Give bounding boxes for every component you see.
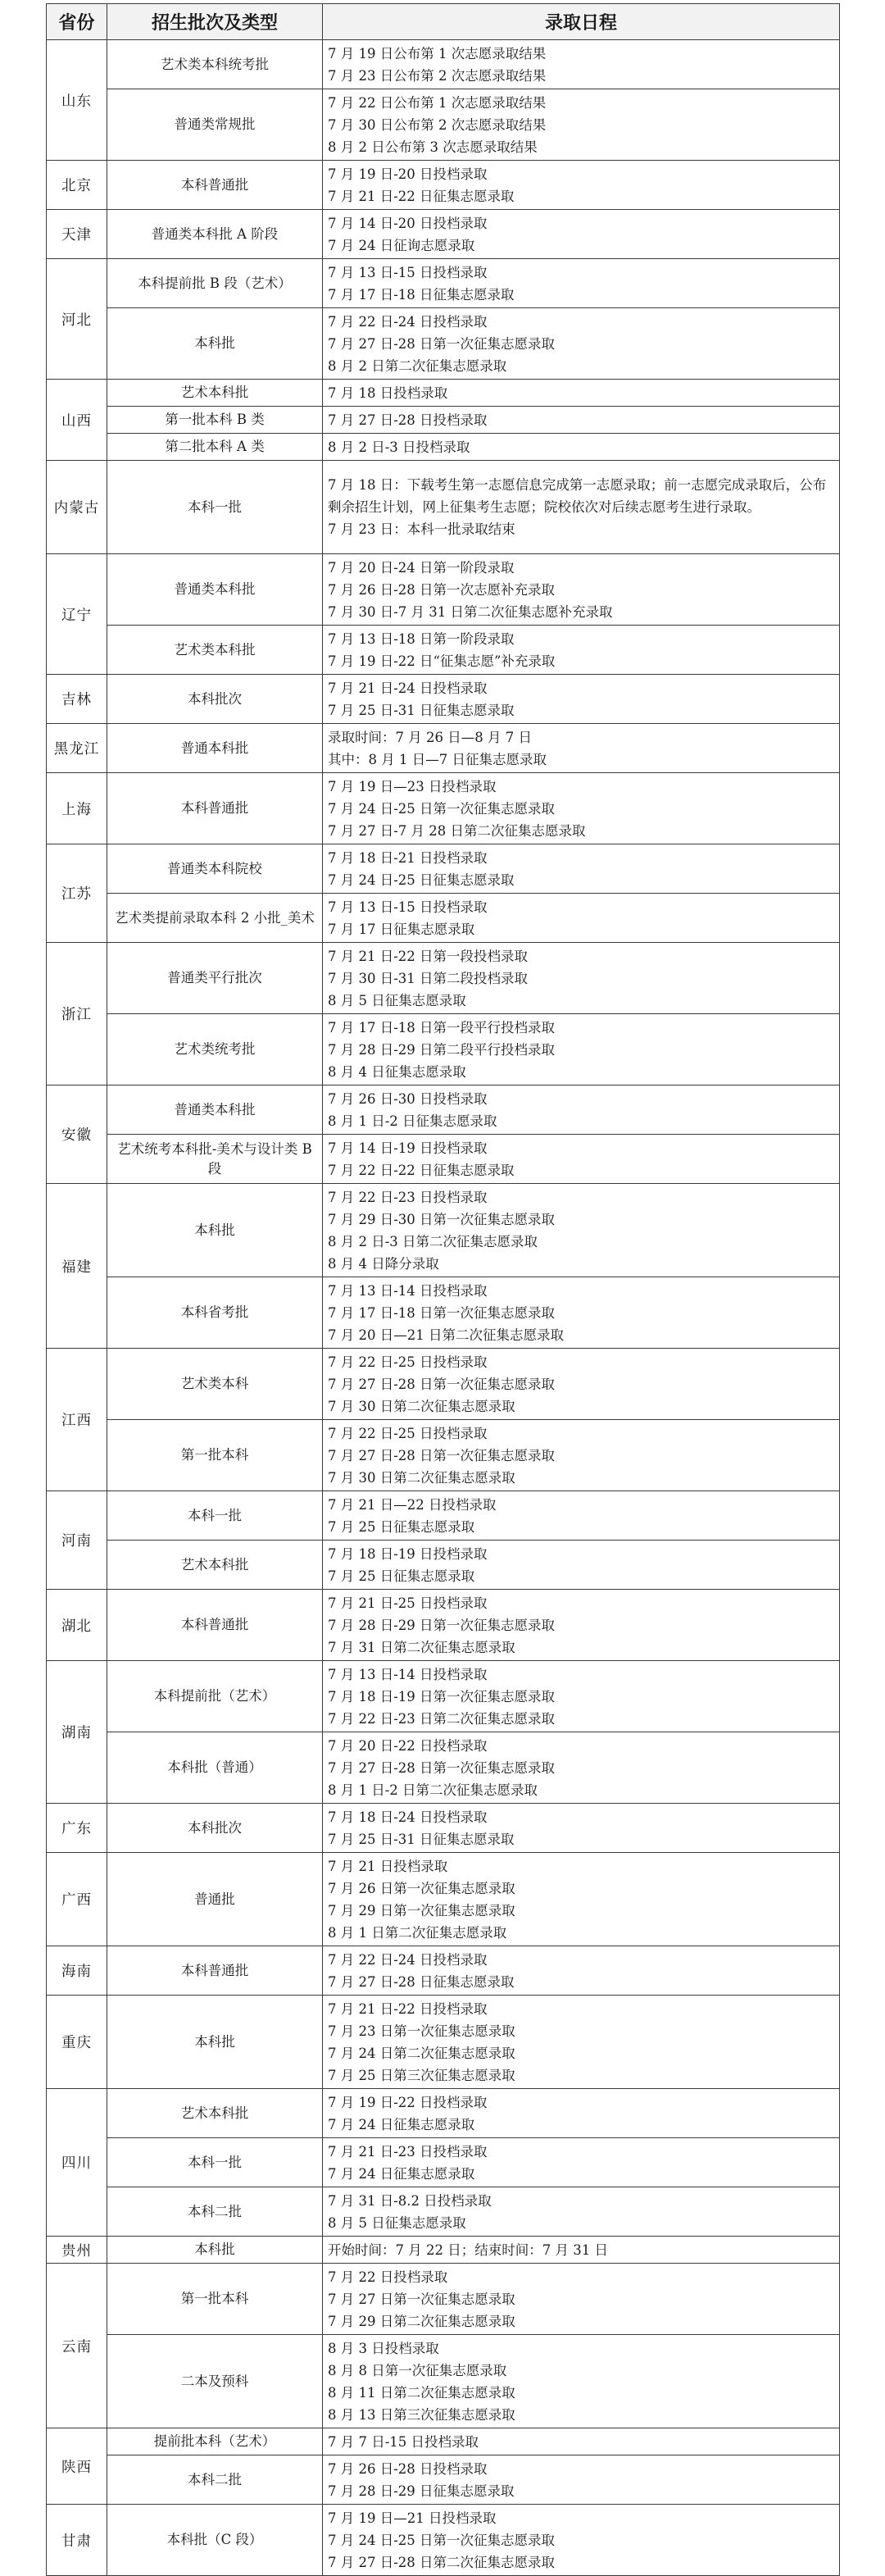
- batch-cell: 艺术类本科统考批: [107, 40, 323, 89]
- schedule-line: 8 月 1 日第二次征集志愿录取: [328, 1924, 507, 1941]
- header-batch: 招生批次及类型: [107, 4, 323, 40]
- schedule-cell: [323, 1491, 840, 1541]
- schedule-line: 其中：8 月 1 日—7 日征集志愿录取: [328, 751, 547, 767]
- table-row: [47, 675, 840, 724]
- schedule-line: 7 月 22 日-25 日投档录取: [328, 1354, 488, 1370]
- batch-cell: 第二批本科 A 类: [107, 434, 323, 461]
- schedule-line: 7 月 30 日-7 月 31 日第二次征集志愿补充录取: [328, 603, 613, 620]
- schedule-cell: [323, 161, 840, 210]
- table-row: [47, 434, 840, 461]
- schedule-line: 7 月 21 日-25 日投档录取: [328, 1595, 488, 1611]
- schedule-line: 7 月 30 日第二次征集志愿录取: [328, 1469, 515, 1486]
- province-cell: 湖北: [47, 1590, 107, 1661]
- table-row: [47, 724, 840, 773]
- province-cell: 广东: [47, 1804, 107, 1853]
- table-row: [47, 1135, 840, 1184]
- table-row: [47, 380, 840, 407]
- schedule-line: 7 月 18 日：下载考生第一志愿信息完成第一志愿录取；前一志愿完成录取后，公布剩余招生计划，网上征集考生志愿；院校依次对后续志愿考生进行录取。: [328, 477, 827, 515]
- province-cell: 四川: [47, 2089, 107, 2237]
- schedule-line: 7 月 20 日—21 日第二次征集志愿录取: [328, 1327, 564, 1343]
- batch-cell: 普通类本科批 A 阶段: [107, 210, 323, 259]
- schedule-line: 8 月 2 日-3 日第二次征集志愿录取: [328, 1233, 538, 1249]
- schedule-line: 7 月 18 日投档录取: [328, 385, 448, 401]
- schedule-cell: [323, 724, 840, 773]
- schedule-cell: [323, 1661, 840, 1732]
- schedule-line: 7 月 18 日-19 日第一次征集志愿录取: [328, 1688, 556, 1704]
- table-row: [47, 2264, 840, 2335]
- table-row: [47, 161, 840, 210]
- schedule-line: 7 月 14 日-20 日投档录取: [328, 215, 488, 231]
- schedule-line: 7 月 27 日-28 日第二次征集志愿录取: [328, 2554, 556, 2570]
- schedule-cell: [323, 407, 840, 434]
- batch-cell: 第一批本科 B 类: [107, 407, 323, 434]
- batch-cell: 本科提前批 B 段（艺术）: [107, 259, 323, 308]
- table-row: [47, 894, 840, 943]
- schedule-cell: [323, 1349, 840, 1420]
- table-row: [47, 1732, 840, 1804]
- schedule-line: 7 月 22 日-23 日第二次征集志愿录取: [328, 1710, 556, 1727]
- table-row: [47, 259, 840, 308]
- province-cell: 江西: [47, 1349, 107, 1491]
- table-row: [47, 1853, 840, 1946]
- table-row: [47, 1946, 840, 1996]
- province-cell: 贵州: [47, 2237, 107, 2264]
- batch-cell: 普通本科批: [107, 724, 323, 773]
- schedule-cell: [323, 2505, 840, 2576]
- schedule-line: 7 月 21 日-22 日投档录取: [328, 2000, 488, 2017]
- table-row: [47, 1661, 840, 1732]
- batch-cell: 普通类平行批次: [107, 943, 323, 1014]
- schedule-line: 7 月 14 日-19 日投档录取: [328, 1140, 488, 1156]
- batch-cell: 普通类本科批: [107, 1085, 323, 1135]
- schedule-cell: [323, 554, 840, 626]
- schedule-line: 7 月 22 日-23 日投档录取: [328, 1189, 488, 1205]
- table-row: [47, 210, 840, 259]
- table-row: [47, 1420, 840, 1491]
- batch-cell: 艺术类本科: [107, 1349, 323, 1420]
- schedule-cell: [323, 461, 840, 554]
- schedule-cell: [323, 1996, 840, 2089]
- schedule-line: 7 月 22 日-25 日投档录取: [328, 1425, 488, 1441]
- schedule-line: 7 月 24 日-25 日第一次征集志愿录取: [328, 2532, 556, 2548]
- schedule-cell: [323, 1853, 840, 1946]
- schedule-line: 7 月 22 日-24 日投档录取: [328, 313, 488, 330]
- province-cell: 上海: [47, 773, 107, 844]
- schedule-line: 7 月 25 日第三次征集志愿录取: [328, 2067, 515, 2083]
- schedule-line: 7 月 27 日-28 日第一次征集志愿录取: [328, 335, 556, 352]
- batch-cell: 本科批: [107, 2237, 323, 2264]
- table-row: [47, 2455, 840, 2505]
- schedule-line: 7 月 13 日-15 日投档录取: [328, 264, 488, 280]
- schedule-line: 7 月 28 日-29 日第一次征集志愿录取: [328, 1617, 556, 1633]
- schedule-cell: [323, 1014, 840, 1085]
- table-row: [47, 407, 840, 434]
- batch-cell: 本科一批: [107, 461, 323, 554]
- batch-cell: 本科批（普通）: [107, 1732, 323, 1804]
- table-row: [47, 2335, 840, 2428]
- schedule-cell: [323, 2089, 840, 2138]
- table-row: [47, 1541, 840, 1590]
- schedule-line: 7 月 27 日-28 日第一次征集志愿录取: [328, 1447, 556, 1463]
- schedule-line: 7 月 17 日征集志愿录取: [328, 921, 475, 937]
- schedule-line: 7 月 26 日-28 日投档录取: [328, 2460, 488, 2477]
- schedule-cell: [323, 1946, 840, 1996]
- schedule-cell: [323, 773, 840, 844]
- schedule-line: 8 月 11 日第二次征集志愿录取: [328, 2384, 515, 2401]
- province-cell: 陕西: [47, 2428, 107, 2505]
- schedule-cell: [323, 1085, 840, 1135]
- schedule-cell: [323, 2428, 840, 2455]
- batch-cell: 艺术统考本科批-美术与设计类 B 段: [107, 1135, 323, 1184]
- province-cell: 江苏: [47, 844, 107, 943]
- schedule-line: 7 月 21 日投档录取: [328, 1858, 448, 1874]
- schedule-cell: [323, 1420, 840, 1491]
- schedule-line: 7 月 24 日征集志愿录取: [328, 2165, 475, 2182]
- batch-cell: 本科提前批（艺术）: [107, 1661, 323, 1732]
- batch-cell: 提前批本科（艺术）: [107, 2428, 323, 2455]
- schedule-line: 7 月 30 日第二次征集志愿录取: [328, 1398, 515, 1414]
- schedule-cell: [323, 40, 840, 89]
- schedule-line: 7 月 30 日公布第 2 次志愿录取结果: [328, 116, 547, 133]
- table-row: [47, 2237, 840, 2264]
- schedule-line: 录取时间：7 月 26 日—8 月 7 日: [328, 729, 532, 745]
- schedule-cell: [323, 380, 840, 407]
- schedule-line: 7 月 25 日-31 日征集志愿录取: [328, 1831, 515, 1847]
- table-row: [47, 2505, 840, 2576]
- schedule-line: 8 月 3 日投档录取: [328, 2340, 439, 2356]
- schedule-cell: [323, 1277, 840, 1349]
- batch-cell: 第一批本科: [107, 2264, 323, 2335]
- schedule-line: 7 月 20 日-24 日第一阶段录取: [328, 559, 515, 576]
- header-schedule: 录取日程: [323, 4, 840, 40]
- schedule-line: 7 月 18 日-21 日投档录取: [328, 849, 488, 866]
- schedule-cell: [323, 210, 840, 259]
- schedule-line: 8 月 4 日降分录取: [328, 1255, 439, 1272]
- schedule-cell: [323, 2335, 840, 2428]
- schedule-cell: [323, 1541, 840, 1590]
- schedule-line: 7 月 18 日-19 日投档录取: [328, 1545, 488, 1562]
- schedule-line: 7 月 17 日-18 日第一段平行投档录取: [328, 1019, 556, 1035]
- schedule-line: 7 月 31 日第二次征集志愿录取: [328, 1639, 515, 1655]
- batch-cell: 本科普通批: [107, 773, 323, 844]
- province-cell: 山东: [47, 40, 107, 161]
- schedule-line: 开始时间：7 月 22 日；结束时间：7 月 31 日: [328, 2241, 608, 2258]
- table-row: [47, 308, 840, 380]
- batch-cell: 本科批: [107, 1184, 323, 1277]
- header-row: [47, 4, 840, 40]
- table-row: [47, 1804, 840, 1853]
- schedule-line: 7 月 13 日-15 日投档录取: [328, 899, 488, 915]
- schedule-line: 7 月 24 日征集志愿录取: [328, 2116, 475, 2132]
- schedule-line: 7 月 24 日征询志愿录取: [328, 237, 475, 253]
- table-row: [47, 1349, 840, 1420]
- province-cell: 安徽: [47, 1085, 107, 1184]
- table-row: [47, 89, 840, 161]
- schedule-line: 7 月 27 日-28 日第一次征集志愿录取: [328, 1759, 556, 1776]
- batch-cell: 本科批: [107, 1996, 323, 2089]
- schedule-line: 7 月 17 日-18 日第一次征集志愿录取: [328, 1304, 556, 1321]
- schedule-line: 7 月 19 日-22 日投档录取: [328, 2094, 488, 2110]
- province-cell: 天津: [47, 210, 107, 259]
- schedule-cell: [323, 259, 840, 308]
- schedule-line: 7 月 23 日公布第 2 次志愿录取结果: [328, 67, 547, 84]
- batch-cell: 本科一批: [107, 1491, 323, 1541]
- schedule-line: 7 月 22 日-24 日投档录取: [328, 1951, 488, 1968]
- table-row: [47, 461, 840, 554]
- batch-cell: 二本及预科: [107, 2335, 323, 2428]
- batch-cell: 本科批次: [107, 675, 323, 724]
- schedule-line: 7 月 22 日投档录取: [328, 2269, 448, 2285]
- province-cell: 辽宁: [47, 554, 107, 675]
- table-row: [47, 2428, 840, 2455]
- schedule-cell: [323, 2455, 840, 2505]
- table-row: [47, 2089, 840, 2138]
- batch-cell: 第一批本科: [107, 1420, 323, 1491]
- province-cell: 浙江: [47, 943, 107, 1085]
- schedule-line: 7 月 7 日-15 日投档录取: [328, 2433, 479, 2450]
- batch-cell: 本科普通批: [107, 1946, 323, 1996]
- table-row: [47, 626, 840, 675]
- schedule-cell: [323, 844, 840, 894]
- batch-cell: 本科一批: [107, 2138, 323, 2187]
- schedule-line: 7 月 27 日-7 月 28 日第二次征集志愿录取: [328, 822, 586, 839]
- batch-cell: 普通类本科院校: [107, 844, 323, 894]
- batch-cell: 本科批次: [107, 1804, 323, 1853]
- schedule-line: 7 月 29 日第二次征集志愿录取: [328, 2313, 515, 2329]
- batch-cell: 本科批: [107, 308, 323, 380]
- schedule-cell: [323, 2237, 840, 2264]
- schedule-cell: [323, 1184, 840, 1277]
- schedule-cell: [323, 434, 840, 461]
- schedule-cell: [323, 2138, 840, 2187]
- table-body: [47, 40, 840, 2576]
- schedule-line: 7 月 13 日-18 日第一阶段录取: [328, 630, 515, 647]
- province-cell: 广西: [47, 1853, 107, 1946]
- schedule-line: 8 月 2 日第二次征集志愿录取: [328, 357, 507, 374]
- batch-cell: 普通类常规批: [107, 89, 323, 161]
- table-row: [47, 40, 840, 89]
- province-cell: 福建: [47, 1184, 107, 1349]
- schedule-line: 7 月 19 日-22 日“征集志愿”补充录取: [328, 653, 556, 669]
- schedule-line: 8 月 13 日第三次征集志愿录取: [328, 2406, 515, 2423]
- schedule-cell: [323, 2187, 840, 2237]
- batch-cell: 艺术本科批: [107, 1541, 323, 1590]
- schedule-line: 7 月 23 日第一次征集志愿录取: [328, 2023, 515, 2039]
- batch-cell: 艺术本科批: [107, 2089, 323, 2138]
- schedule-line: 7 月 21 日—22 日投档录取: [328, 1496, 497, 1513]
- admission-schedule-sheet: [46, 3, 839, 2570]
- schedule-line: 7 月 18 日-24 日投档录取: [328, 1809, 488, 1825]
- schedule-cell: [323, 1732, 840, 1804]
- schedule-line: 7 月 27 日-28 日投档录取: [328, 412, 488, 428]
- province-cell: 甘肃: [47, 2505, 107, 2576]
- schedule-line: 7 月 29 日-30 日第一次征集志愿录取: [328, 1211, 556, 1227]
- table-row: [47, 1590, 840, 1661]
- batch-cell: 艺术本科批: [107, 380, 323, 407]
- schedule-line: 7 月 20 日-22 日投档录取: [328, 1737, 488, 1754]
- table-row: [47, 554, 840, 626]
- batch-cell: 艺术类统考批: [107, 1014, 323, 1085]
- schedule-cell: [323, 894, 840, 943]
- table-row: [47, 844, 840, 894]
- batch-cell: 艺术类提前录取本科 2 小批_美术: [107, 894, 323, 943]
- schedule-cell: [323, 308, 840, 380]
- schedule-line: 8 月 1 日-2 日征集志愿录取: [328, 1113, 497, 1129]
- table-row: [47, 1996, 840, 2089]
- batch-cell: 艺术类本科批: [107, 626, 323, 675]
- province-cell: 山西: [47, 380, 107, 461]
- table-row: [47, 1014, 840, 1085]
- schedule-line: 7 月 19 日公布第 1 次志愿录取结果: [328, 45, 547, 61]
- batch-cell: 本科普通批: [107, 161, 323, 210]
- province-cell: 重庆: [47, 1996, 107, 2089]
- schedule-cell: [323, 89, 840, 161]
- schedule-line: 8 月 5 日征集志愿录取: [328, 2214, 466, 2231]
- schedule-line: 7 月 19 日—23 日投档录取: [328, 778, 497, 794]
- province-cell: 湖南: [47, 1661, 107, 1804]
- schedule-line: 7 月 30 日-31 日第二段投档录取: [328, 970, 529, 986]
- schedule-line: 7 月 21 日-22 日征集志愿录取: [328, 188, 515, 204]
- schedule-line: 7 月 21 日-22 日第一段投档录取: [328, 948, 529, 964]
- table-row: [47, 943, 840, 1014]
- batch-cell: 本科二批: [107, 2187, 323, 2237]
- schedule-line: 8 月 5 日征集志愿录取: [328, 992, 466, 1008]
- schedule-line: 8 月 4 日征集志愿录取: [328, 1063, 466, 1080]
- batch-cell: 本科批（C 段）: [107, 2505, 323, 2576]
- schedule-line: 7 月 27 日-28 日第一次征集志愿录取: [328, 1376, 556, 1392]
- schedule-cell: [323, 1135, 840, 1184]
- schedule-line: 7 月 26 日-28 日第一次志愿补充录取: [328, 581, 556, 598]
- schedule-line: 7 月 21 日-23 日投档录取: [328, 2143, 488, 2160]
- province-cell: 河北: [47, 259, 107, 380]
- admission-schedule-table: [46, 3, 840, 2576]
- province-cell: 海南: [47, 1946, 107, 1996]
- table-row: [47, 1491, 840, 1541]
- table-row: [47, 2187, 840, 2237]
- table-row: [47, 773, 840, 844]
- schedule-line: 7 月 22 日公布第 1 次志愿录取结果: [328, 94, 547, 111]
- batch-cell: 本科二批: [107, 2455, 323, 2505]
- table-row: [47, 1184, 840, 1277]
- schedule-line: 7 月 17 日-18 日征集志愿录取: [328, 286, 515, 303]
- batch-cell: 普通类本科批: [107, 554, 323, 626]
- schedule-cell: [323, 626, 840, 675]
- table-row: [47, 2138, 840, 2187]
- schedule-line: 7 月 27 日-28 日征集志愿录取: [328, 1973, 515, 1990]
- province-cell: 内蒙古: [47, 461, 107, 554]
- schedule-line: 7 月 19 日—21 日投档录取: [328, 2510, 497, 2526]
- province-cell: 河南: [47, 1491, 107, 1590]
- schedule-cell: [323, 943, 840, 1014]
- schedule-line: 7 月 27 日第一次征集志愿录取: [328, 2291, 515, 2307]
- schedule-line: 7 月 24 日第二次征集志愿录取: [328, 2045, 515, 2061]
- schedule-line: 7 月 22 日-22 日征集志愿录取: [328, 1162, 515, 1178]
- schedule-cell: [323, 1804, 840, 1853]
- schedule-line: 8 月 1 日-2 日第二次征集志愿录取: [328, 1782, 538, 1798]
- schedule-line: 7 月 21 日-24 日投档录取: [328, 680, 488, 696]
- province-cell: 云南: [47, 2264, 107, 2428]
- schedule-line: 7 月 25 日征集志愿录取: [328, 1518, 475, 1535]
- schedule-line: 7 月 29 日第一次征集志愿录取: [328, 1902, 515, 1918]
- schedule-line: 8 月 8 日第一次征集志愿录取: [328, 2362, 507, 2378]
- schedule-line: 7 月 24 日-25 日征集志愿录取: [328, 872, 515, 888]
- schedule-line: 7 月 23 日：本科一批录取结束: [328, 521, 515, 537]
- batch-cell: 本科省考批: [107, 1277, 323, 1349]
- schedule-line: 7 月 26 日第一次征集志愿录取: [328, 1880, 515, 1896]
- schedule-line: 8 月 2 日公布第 3 次志愿录取结果: [328, 139, 538, 155]
- schedule-line: 7 月 26 日-30 日投档录取: [328, 1090, 488, 1107]
- schedule-line: 7 月 25 日征集志愿录取: [328, 1568, 475, 1584]
- schedule-line: 7 月 13 日-14 日投档录取: [328, 1666, 488, 1682]
- schedule-cell: [323, 675, 840, 724]
- province-cell: 吉林: [47, 675, 107, 724]
- batch-cell: 普通批: [107, 1853, 323, 1946]
- table-row: [47, 1277, 840, 1349]
- schedule-line: 7 月 28 日-29 日第二段平行投档录取: [328, 1041, 556, 1058]
- schedule-line: 7 月 13 日-14 日投档录取: [328, 1282, 488, 1299]
- table-row: [47, 1085, 840, 1135]
- schedule-line: 7 月 31 日-8.2 日投档录取: [328, 2192, 492, 2209]
- batch-cell: 本科普通批: [107, 1590, 323, 1661]
- province-cell: 黑龙江: [47, 724, 107, 773]
- schedule-line: 7 月 28 日-29 日征集志愿录取: [328, 2483, 515, 2499]
- schedule-line: 7 月 25 日-31 日征集志愿录取: [328, 702, 515, 718]
- schedule-line: 7 月 24 日-25 日第一次征集志愿录取: [328, 800, 556, 817]
- province-cell: 北京: [47, 161, 107, 210]
- header-province: 省份: [47, 4, 107, 40]
- schedule-cell: [323, 1590, 840, 1661]
- schedule-line: 7 月 19 日-20 日投档录取: [328, 166, 488, 182]
- schedule-line: 8 月 2 日-3 日投档录取: [328, 439, 470, 455]
- schedule-cell: [323, 2264, 840, 2335]
